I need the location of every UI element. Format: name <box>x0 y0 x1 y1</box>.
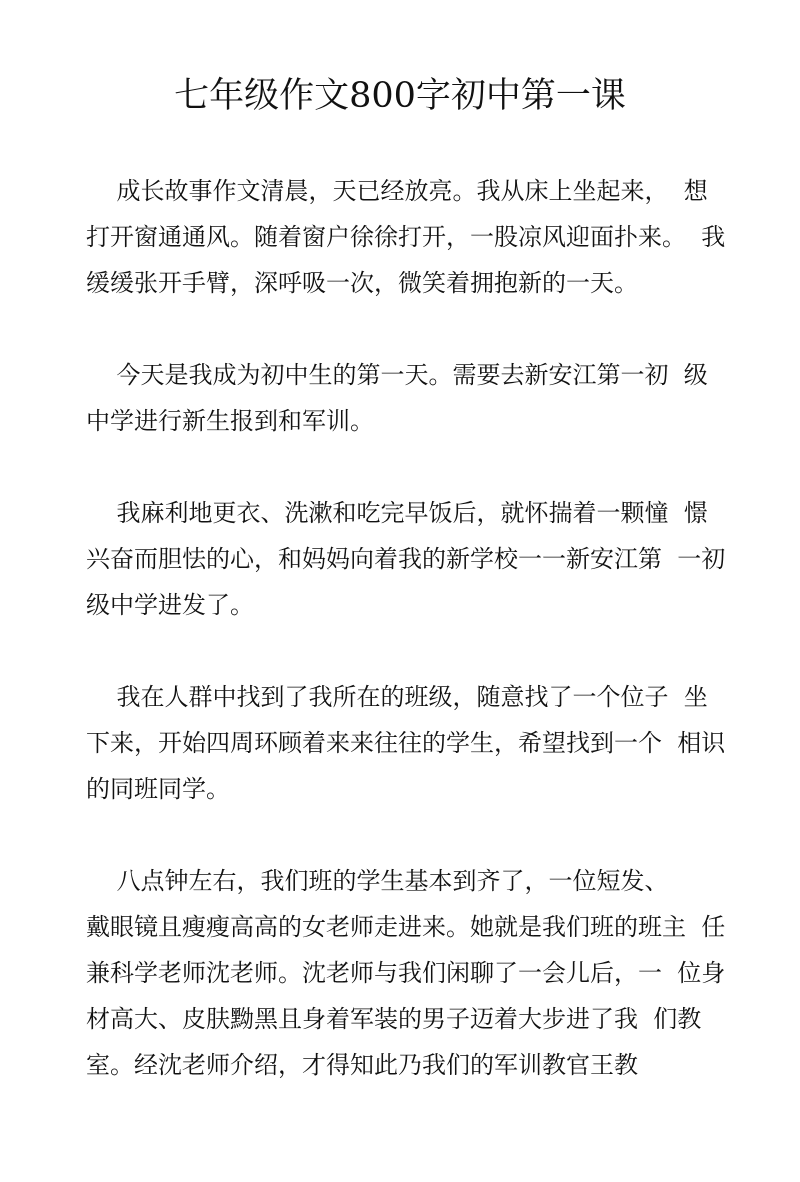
paragraph-4 <box>86 674 726 812</box>
paragraph-line: 打开窗通通风。随着窗户徐徐打开，一股凉风迎面扑来。 我 <box>86 223 726 251</box>
paragraph-line: 兴奋而胆怯的心，和妈妈向着我的新学校一一新安江第 一初 <box>86 545 726 573</box>
paragraph-2 <box>86 352 726 444</box>
paragraph-line: 我在人群中找到了我所在的班级，随意找了一个位子 坐 <box>86 683 708 711</box>
paragraph-line: 成长故事作文清晨，天已经放亮。我从床上坐起来， 想 <box>86 177 708 205</box>
paragraph-line: 缓缓张开手臂，深呼吸一次，微笑着拥抱新的一天。 <box>86 269 638 297</box>
paragraph-5 <box>86 858 726 1088</box>
paragraph-3 <box>86 490 726 628</box>
paragraph-line: 下来，开始四周环顾着来来往往的学生，希望找到一个 相识 <box>86 729 726 757</box>
paragraph-line: 今天是我成为初中生的第一天。需要去新安江第一初 级 <box>86 361 708 389</box>
paragraph-line: 中学进行新生报到和军训。 <box>86 407 374 435</box>
paragraph-line: 我麻利地更衣、洗漱和吃完早饭后，就怀揣着一颗憧 憬 <box>86 499 708 527</box>
paragraph-line: 兼科学老师沈老师。沈老师与我们闲聊了一会儿后，一 位身 <box>86 959 726 987</box>
paragraph-line: 八点钟左右，我们班的学生基本到齐了，一位短发、 <box>86 867 669 895</box>
paragraph-line: 室。经沈老师介绍，才得知此乃我们的军训教官王教 <box>86 1051 638 1079</box>
paragraph-line: 戴眼镜且瘦瘦高高的女老师走进来。她就是我们班的班主 任 <box>86 913 726 941</box>
document-title: 七年级作文800字初中第一课 <box>174 76 626 116</box>
paragraph-line: 级中学进发了。 <box>86 591 254 619</box>
paragraph-line: 材高大、皮肤黝黑且身着军装的男子迈着大步进了我 们教 <box>86 1005 702 1033</box>
paragraph-line: 的同班同学。 <box>86 775 230 803</box>
paragraph-1 <box>86 168 726 306</box>
